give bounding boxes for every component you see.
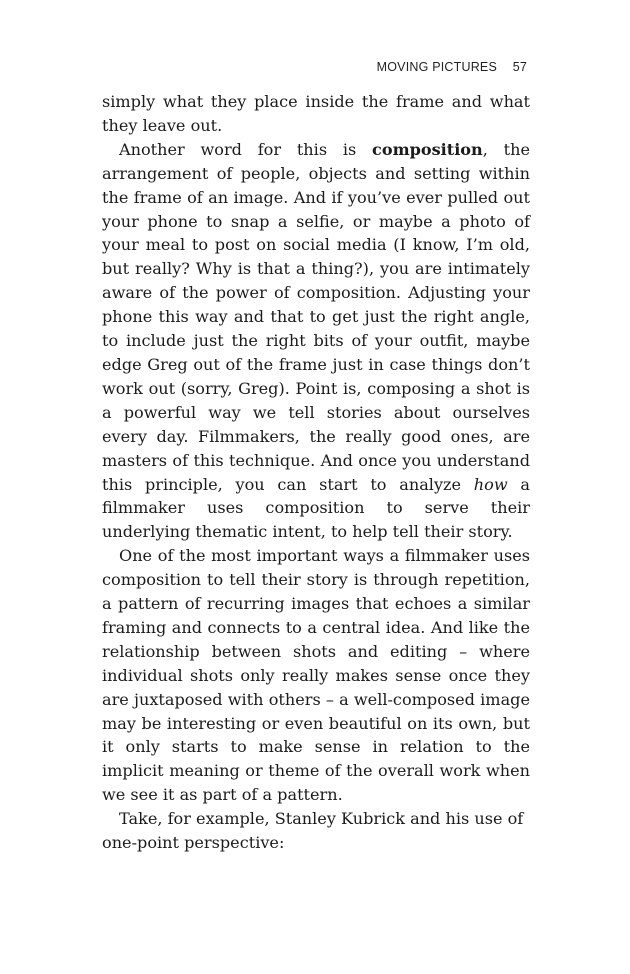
paragraph-text: simply what they place inside the frame and what they leave out. — [102, 92, 530, 135]
running-head-title: MOVING PICTURES — [376, 60, 497, 74]
paragraph — [102, 807, 530, 855]
paragraph — [102, 138, 530, 544]
paragraph-lead: Another word for this is — [119, 139, 373, 159]
paragraph-tail: a filmmaker uses composition to serve their underlying thematic intent, to help tell their story. — [102, 474, 530, 542]
paragraph-text: Take, for example, Stanley Kubrick and his use of one-point perspective: — [102, 809, 524, 853]
italic-word: how — [473, 474, 508, 494]
body-text — [102, 90, 530, 855]
page-number: 57 — [512, 60, 527, 74]
bold-term: composition — [372, 139, 483, 159]
paragraph — [102, 90, 530, 138]
paragraph — [102, 544, 530, 807]
paragraph-text: One of the most important ways a filmmaker uses composition to tell their story is through repetition, a pattern of recurring images that echoes a similar framing and connects to a central idea. And like the relationship between shots and editing – where individual shots only really makes sense once they are juxtaposed with others – a well-composed image may be interesting or even beautiful on its own, but it only starts to make sense in relation to the implicit meaning or theme of the overall work when we see it as part of a pattern. — [102, 546, 530, 805]
running-head — [377, 60, 527, 74]
paragraph-text: , the arrangement of people, objects and setting within the frame of an image. And if you’ve ever pulled out your phone to snap a selfie, or maybe a photo of your meal to post on social media (I know, I’m old, but really? Why is that a thing?), you are intimately aware of the power of composition. Adjusting your phone this way and that to get just the right angle, to include just the right bits of your outfit, maybe edge Greg out of the frame just in case things don’t work out (sorry, Greg). Point is, composing a shot is a powerful way we tell stories about ourselves every day. Filmmakers, the really good ones, are masters of this technique. And once you understand this principle, you can start to analyze — [102, 139, 530, 494]
